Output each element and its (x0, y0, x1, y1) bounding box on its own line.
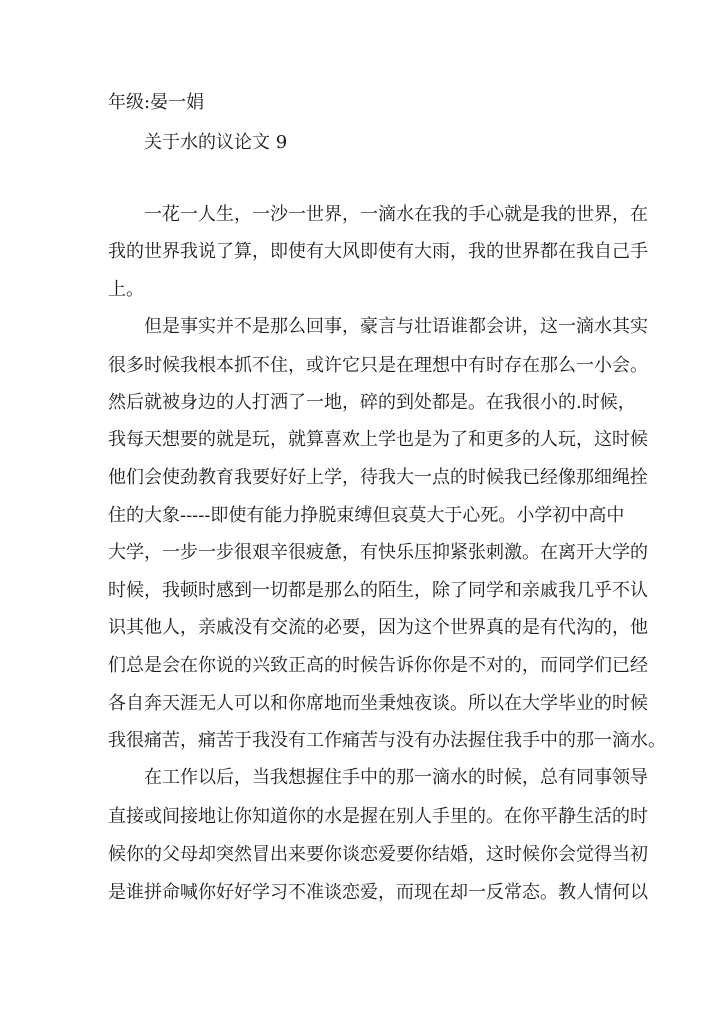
text-line: 候你的父母却突然冒出来要你谈恋爱要你结婚，这时候你会觉得当初 (108, 844, 648, 865)
essay-title: 关于水的议论文 9 (144, 132, 288, 153)
text-line: 一花一人生，一沙一世界，一滴水在我的手心就是我的世界，在 (144, 204, 648, 225)
text-line: 我的世界我说了算，即使有大风即使有大雨，我的世界都在我自己手 (108, 241, 648, 262)
text-line: 大学，一步一步很艰辛很疲惫，有快乐压抑紧张刺激。在离开大学的 (108, 542, 648, 563)
grade-line: 年级:晏一娟 (108, 92, 205, 113)
text-line: 我每天想要的就是玩，就算喜欢上学也是为了和更多的人玩，这时候 (108, 429, 648, 450)
text-line: 在工作以后，当我想握住手中的那一滴水的时候，总有同事领导 (144, 767, 648, 788)
text-line: 我很痛苦，痛苦于我没有工作痛苦与没有办法握住我手中的那一滴水。 (108, 730, 666, 751)
text-line: 们总是会在你说的兴致正高的时候告诉你你是不对的，而同学们已经 (108, 655, 648, 676)
text-line: 直接或间接地让你知道你的水是握在别人手里的。在你平静生活的时 (108, 806, 648, 827)
text-line: 识其他人，亲戚没有交流的必要，因为这个世界真的是有代沟的，他 (108, 617, 648, 638)
text-line: 但是事实并不是那么回事，豪言与壮语谁都会讲，这一滴水其实 (144, 316, 648, 337)
text-line: 然后就被身边的人打洒了一地，碎的到处都是。在我很小的.时候， (108, 392, 636, 413)
text-line: 上。 (108, 279, 144, 300)
text-line: 他们会使劲教育我要好好上学，待我大一点的时候我已经像那细绳拴 (108, 467, 648, 488)
text-line: 住的大象-----即使有能力挣脱束缚但哀莫大于心死。小学初中高中 (108, 505, 625, 526)
text-line: 时候，我顿时感到一切都是那么的陌生，除了同学和亲戚我几乎不认 (108, 580, 648, 601)
text-line: 很多时候我根本抓不住，或许它只是在理想中有时存在那么一小会。 (108, 355, 648, 376)
text-line: 是谁拼命喊你好好学习不准谈恋爱，而现在却一反常态。教人情何以 (108, 882, 648, 903)
text-line: 各自奔天涯无人可以和你席地而坐秉烛夜谈。所以在大学毕业的时候 (108, 693, 648, 714)
